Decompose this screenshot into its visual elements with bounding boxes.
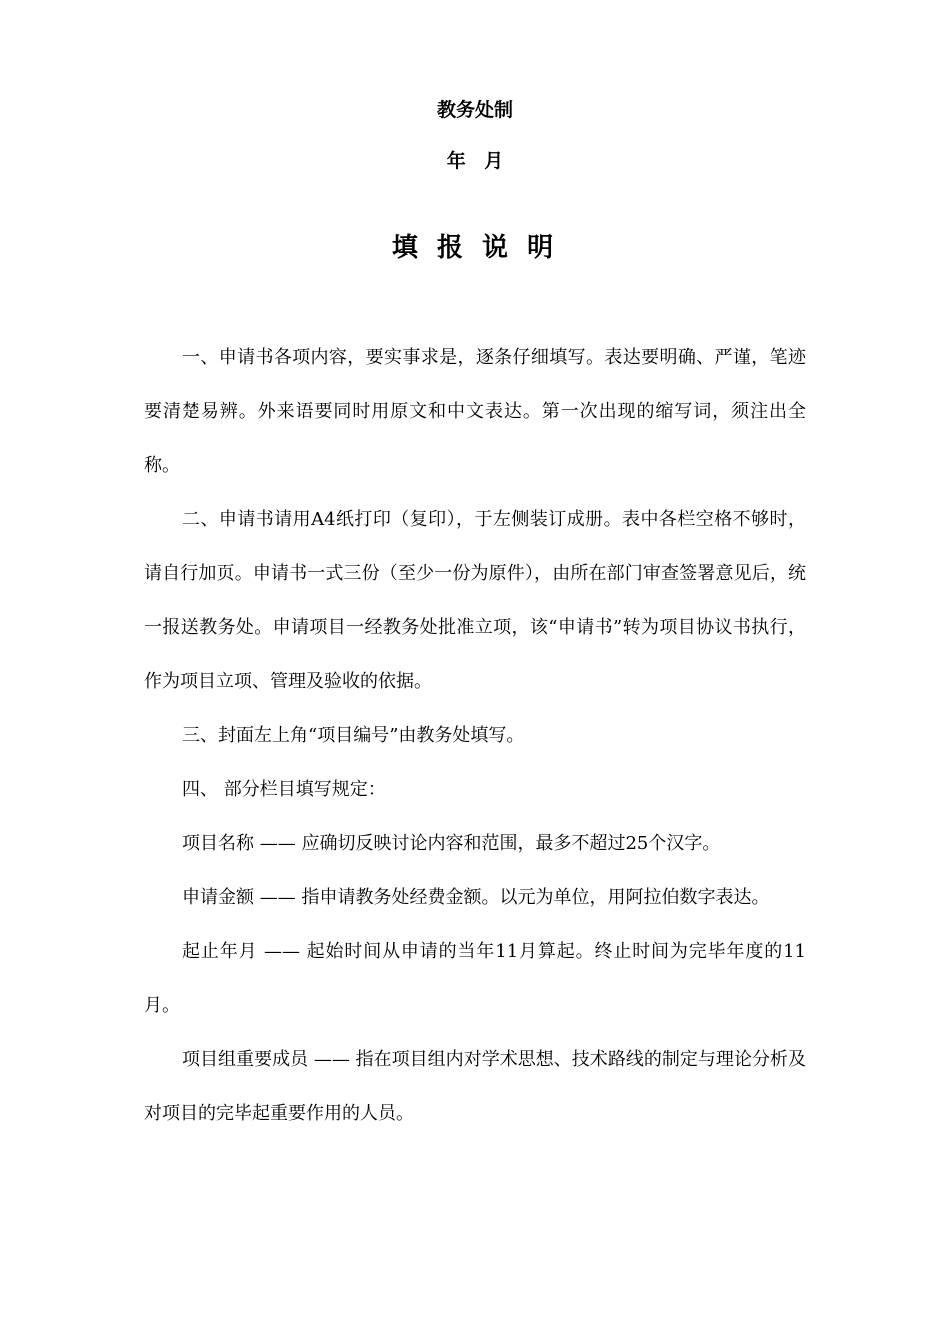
date-line: 年 月 xyxy=(446,150,504,172)
paragraph-project-name: 项目名称 —— 应确切反映讨论内容和范围，最多不超过25个汉字。 xyxy=(182,833,721,854)
paragraph-2: 二、申请书请用A4纸打印（复印），于左侧装订成册。表中各栏空格不够时，请自行加页。申请书一式三份（至少一份为原件），由所在部门审查签署意见后，统一报送教务处。申请项目一经教务处批准立项，该“申请书”转为项目协议书执行，作为项目立项、管理及验收的依据。 xyxy=(144,509,806,692)
paragraph-1: 一、申请书各项内容，要实事求是，逐条仔细填写。表达要明确、严谨，笔迹要清楚易辨。外来语要同时用原文和中文表达。第一次出现的缩写词，须注出全称。 xyxy=(144,347,806,476)
instructions-body xyxy=(144,331,806,1141)
paragraph-members: 项目组重要成员 —— 指在项目组内对学术思想、技术路线的制定与理论分析及对项目的完毕起重要作用的人员。 xyxy=(144,1049,806,1124)
paragraph-dates: 起止年月 —— 起始时间从申请的当年11月算起。终止时间为完毕年度的11月。 xyxy=(144,941,806,1016)
paragraph-amount: 申请金额 —— 指申请教务处经费金额。以元为单位，用阿拉伯数字表达。 xyxy=(182,887,770,908)
page-title: 填 报 说 明 xyxy=(391,233,559,263)
paragraph-4: 四、 部分栏目填写规定： xyxy=(182,779,386,800)
issuer-line: 教务处制 xyxy=(436,99,513,121)
paragraph-3: 三、封面左上角“项目编号”由教务处填写。 xyxy=(182,725,525,746)
